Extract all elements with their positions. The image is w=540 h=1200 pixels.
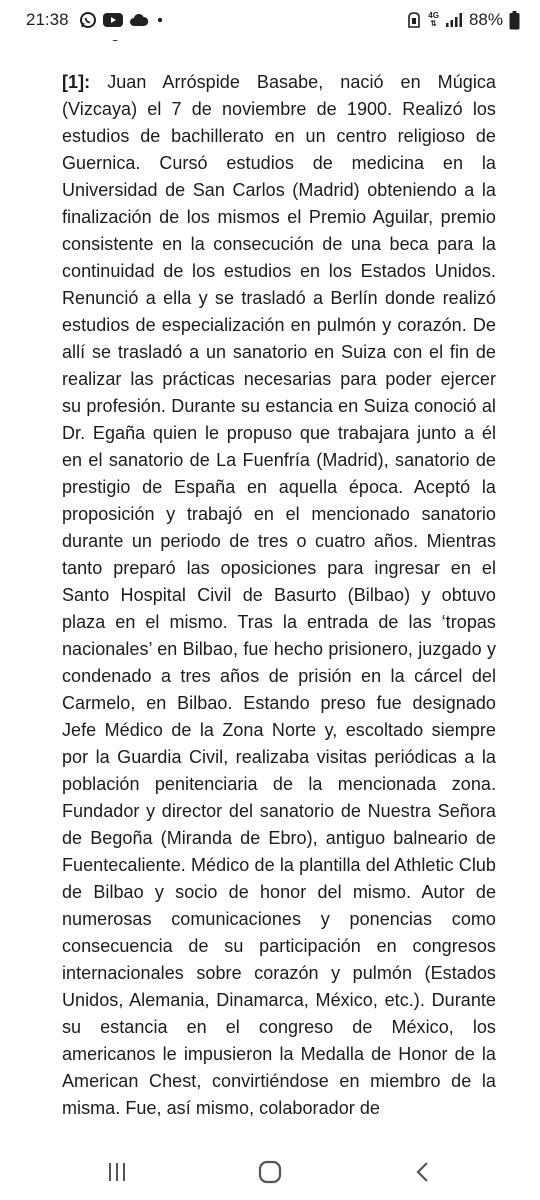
back-button[interactable] (393, 1152, 453, 1192)
status-time: 21:38 (26, 10, 69, 29)
home-icon (257, 1159, 283, 1185)
footnote-text: Juan Arróspide Basabe, nació en Múgica (Vizcaya) el 7 de noviembre de 1900. Realizó los estudios de bachillerato en un centro religioso de Guernica. Cursó estudios de medicina en la Universidad de San Carlos (Madrid) obteniendo a la finalización de los mismos el Premio Aguilar, premio consistente en la consecución de una beca para la continuidad de los estudios en los Estados Unidos. Renunció a ella y se trasladó a Berlín donde realizó estudios de especialización en pulmón y corazón. De allí se trasladó a un sanatorio en Suiza con el fin de realizar las prácticas necesarias para poder ejercer su profesión. Durante su estancia en Suiza conoció al Dr. Egaña quien le propuso que trabajara junto a él en el sanatorio de La Fuenfría (Madrid), sanatorio de prestigio de España en aquella época. Aceptó la proposición y trabajó en el mencionado sanatorio durante un periodo de tres o cuatro años. Mientras tanto preparó las oposiciones para ingresar en el Santo Hospital Civil de Basurto (Bilbao) y obtuvo plaza en el mismo. Tras la entrada de las ‘tropas nacionales’ en Bilbao, fue hecho prisionero, juzgado y condenado a tres años de prisión en la cárcel del Carmelo, en Bilbao. Estando preso fue designado Jefe Médico de la Zona Norte y, escoltado siempre por la Guardia Civil, realizaba visitas periódicas a la población penitenciaria de la mencionada zona. Fundador y director del sanatorio de Nuestra Señora de Begoña (Miranda de Ebro), antiguo balneario de Fuentecaliente. Médico de la plantilla del Athletic Club de Bilbao y socio de honor del mismo. Autor de numerosas comunicaciones y ponencias como consecuencia de su participación en congresos internacionales sobre corazón y pulmón (Estados Unidos, Alemania, Dinamarca, México, etc.). Durante su estancia en el congreso de México, los americanos le impusieron la Medalla de Honor de la American Chest, convirtiéndose en miembro de la misma. Fue, así mismo, colaborador de (62, 72, 496, 1118)
footnote-reference[interactable]: [1]: (62, 72, 91, 92)
recent-apps-button[interactable] (87, 1152, 147, 1192)
navigation-bar (0, 1144, 540, 1200)
alarm-icon (406, 11, 422, 29)
whatsapp-icon (79, 11, 97, 29)
status-right (406, 10, 520, 30)
status-left (26, 10, 165, 30)
cloud-icon (129, 12, 149, 28)
network-type: 4G ⇅ (428, 11, 439, 28)
status-bar (0, 0, 540, 40)
recent-apps-icon (106, 1161, 128, 1183)
youtube-icon (103, 12, 123, 28)
home-button[interactable] (240, 1152, 300, 1192)
data-arrows-icon: ⇅ (430, 19, 437, 28)
dot-icon (155, 15, 165, 25)
signal-icon (445, 12, 463, 28)
battery-icon (509, 11, 520, 30)
battery-percent: 88% (468, 10, 503, 29)
footnote-paragraph (62, 69, 496, 1122)
back-icon (413, 1160, 433, 1184)
document-content (62, 18, 496, 1122)
